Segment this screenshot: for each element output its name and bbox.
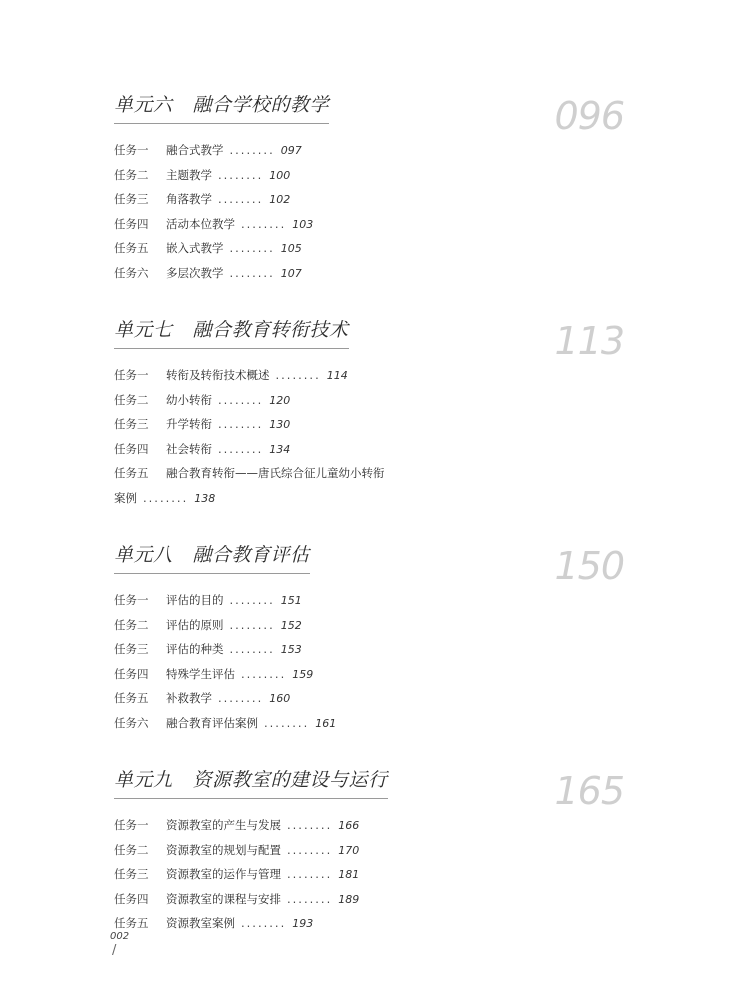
- folio-slash: /: [112, 943, 117, 958]
- unit-name: 融合教育转衔技术: [192, 319, 349, 341]
- dot-leader: ........: [241, 216, 287, 231]
- task-page-number: 130: [269, 418, 291, 431]
- unit-name: 融合学校的教学: [192, 94, 330, 116]
- task-label: 任务三: [114, 192, 149, 206]
- task-title: 评估的种类: [166, 642, 224, 656]
- task-title: 案例: [114, 490, 137, 505]
- unit-title: [114, 315, 349, 349]
- dot-leader: ........: [287, 867, 333, 881]
- task-label: 任务五: [114, 241, 149, 255]
- task-list: [114, 363, 674, 510]
- task-list: [114, 138, 674, 285]
- dot-leader: ........: [218, 441, 264, 456]
- task-label: 任务六: [114, 265, 149, 280]
- dot-leader: ........: [264, 715, 310, 730]
- dot-leader: ........: [241, 916, 287, 930]
- dot-leader: ........: [218, 417, 264, 431]
- unit-title: [114, 540, 310, 574]
- task-entry[interactable]: [114, 261, 674, 286]
- task-page-number: 159: [292, 667, 314, 681]
- task-title: 主题教学: [166, 167, 212, 182]
- task-title: 评估的目的: [166, 593, 224, 607]
- task-label: 任务三: [114, 642, 149, 656]
- task-page-number: 102: [269, 193, 291, 206]
- task-title: 补救教学: [166, 691, 212, 705]
- unit-title: [114, 90, 329, 124]
- task-page-number: 152: [280, 618, 302, 632]
- unit-name: 融合教育评估: [192, 544, 310, 566]
- task-label: 任务一: [114, 818, 149, 832]
- task-page-number: 166: [338, 819, 360, 832]
- task-entry[interactable]: [114, 212, 674, 237]
- unit-section: [114, 765, 674, 936]
- dot-leader: ........: [287, 818, 333, 832]
- task-entry[interactable]: [114, 486, 674, 511]
- task-entry[interactable]: [114, 711, 674, 736]
- task-title: 融合式教学: [166, 143, 224, 157]
- task-title: 资源教室的产生与发展: [166, 818, 281, 832]
- task-title: 活动本位教学: [166, 216, 235, 231]
- task-list: [114, 813, 674, 936]
- task-entry[interactable]: [114, 461, 674, 486]
- task-list: [114, 588, 674, 735]
- task-label: 任务二: [114, 617, 149, 632]
- dot-leader: ........: [229, 593, 275, 607]
- task-page-number: 103: [292, 217, 314, 231]
- dot-leader: ........: [241, 666, 287, 681]
- task-title: 资源教室案例: [166, 916, 235, 930]
- unit-heading: [114, 90, 674, 138]
- task-title: 融合教育评估案例: [166, 715, 258, 730]
- dot-leader: ........: [275, 368, 321, 382]
- dot-leader: ........: [229, 143, 275, 157]
- unit-start-page: 165: [554, 769, 624, 813]
- unit-label: 单元六: [114, 94, 173, 116]
- unit-label: 单元八: [114, 544, 173, 566]
- task-label: 任务四: [114, 216, 149, 231]
- task-entry[interactable]: [114, 437, 674, 462]
- task-page-number: 100: [269, 168, 291, 182]
- task-entry[interactable]: [114, 363, 674, 388]
- folio-page-number: 002: [110, 931, 130, 942]
- task-title: 融合教育转衔——唐氏综合征儿童幼小转衔: [166, 466, 385, 480]
- task-page-number: 105: [280, 242, 302, 255]
- task-entry[interactable]: [114, 911, 674, 936]
- dot-leader: ........: [229, 241, 275, 255]
- task-page-number: 160: [269, 692, 291, 705]
- task-page-number: 189: [338, 892, 360, 906]
- task-entry[interactable]: [114, 887, 674, 912]
- dot-leader: ........: [229, 642, 275, 656]
- unit-label: 单元七: [114, 319, 173, 341]
- task-entry[interactable]: [114, 388, 674, 413]
- task-title: 幼小转衔: [166, 392, 212, 407]
- task-entry[interactable]: [114, 813, 674, 838]
- unit-heading: [114, 540, 674, 588]
- unit-start-page: 096: [554, 94, 624, 138]
- task-label: 任务三: [114, 867, 149, 881]
- task-entry[interactable]: [114, 637, 674, 662]
- task-entry[interactable]: [114, 613, 674, 638]
- task-title: 转衔及转衔技术概述: [166, 368, 270, 382]
- dot-leader: ........: [229, 617, 275, 632]
- task-page-number: 153: [280, 643, 302, 656]
- unit-heading: [114, 315, 674, 363]
- task-entry[interactable]: [114, 236, 674, 261]
- dot-leader: ........: [143, 490, 189, 505]
- task-entry[interactable]: [114, 412, 674, 437]
- unit-section: [114, 315, 674, 510]
- task-label: 任务五: [114, 466, 149, 480]
- task-page-number: 181: [338, 868, 360, 881]
- task-page-number: 151: [280, 594, 302, 607]
- task-title: 多层次教学: [166, 265, 224, 280]
- task-label: 任务四: [114, 441, 149, 456]
- unit-start-page: 113: [554, 319, 624, 363]
- task-entry[interactable]: [114, 163, 674, 188]
- task-label: 任务二: [114, 167, 149, 182]
- task-page-number: 138: [194, 491, 216, 505]
- task-title: 资源教室的规划与配置: [166, 842, 281, 857]
- unit-section: [114, 90, 674, 285]
- unit-section: [114, 540, 674, 735]
- task-label: 任务一: [114, 143, 149, 157]
- task-title: 嵌入式教学: [166, 241, 224, 255]
- task-page-number: 114: [326, 369, 348, 382]
- dot-leader: ........: [229, 265, 275, 280]
- task-title: 资源教室的课程与安排: [166, 891, 281, 906]
- task-title: 评估的原则: [166, 617, 224, 632]
- dot-leader: ........: [287, 891, 333, 906]
- task-entry[interactable]: [114, 838, 674, 863]
- task-page-number: 134: [269, 442, 291, 456]
- task-page-number: 107: [280, 266, 302, 280]
- dot-leader: ........: [218, 691, 264, 705]
- dot-leader: ........: [218, 167, 264, 182]
- task-entry[interactable]: [114, 588, 674, 613]
- task-page-number: 193: [292, 917, 314, 930]
- task-entry[interactable]: [114, 187, 674, 212]
- task-page-number: 120: [269, 393, 291, 407]
- task-label: 任务三: [114, 417, 149, 431]
- task-title: 升学转衔: [166, 417, 212, 431]
- dot-leader: ........: [218, 392, 264, 407]
- task-label: 任务四: [114, 891, 149, 906]
- task-page-number: 097: [280, 144, 302, 157]
- task-label: 任务一: [114, 368, 149, 382]
- task-label: 任务二: [114, 842, 149, 857]
- task-label: 任务四: [114, 666, 149, 681]
- task-entry[interactable]: [114, 686, 674, 711]
- task-title: 社会转衔: [166, 441, 212, 456]
- task-title: 角落教学: [166, 192, 212, 206]
- unit-heading: [114, 765, 674, 813]
- dot-leader: ........: [287, 842, 333, 857]
- task-title: 特殊学生评估: [166, 666, 235, 681]
- task-label: 任务二: [114, 392, 149, 407]
- unit-name: 资源教室的建设与运行: [192, 769, 388, 791]
- task-page-number: 170: [338, 843, 360, 857]
- task-entry[interactable]: [114, 138, 674, 163]
- dot-leader: ........: [218, 192, 264, 206]
- task-entry[interactable]: [114, 662, 674, 687]
- task-label: 任务五: [114, 916, 149, 930]
- task-title: 资源教室的运作与管理: [166, 867, 281, 881]
- unit-start-page: 150: [554, 544, 624, 588]
- task-entry[interactable]: [114, 862, 674, 887]
- task-page-number: 161: [315, 716, 337, 730]
- unit-title: [114, 765, 388, 799]
- task-label: 任务五: [114, 691, 149, 705]
- unit-label: 单元九: [114, 769, 173, 791]
- task-label: 任务一: [114, 593, 149, 607]
- task-label: 任务六: [114, 715, 149, 730]
